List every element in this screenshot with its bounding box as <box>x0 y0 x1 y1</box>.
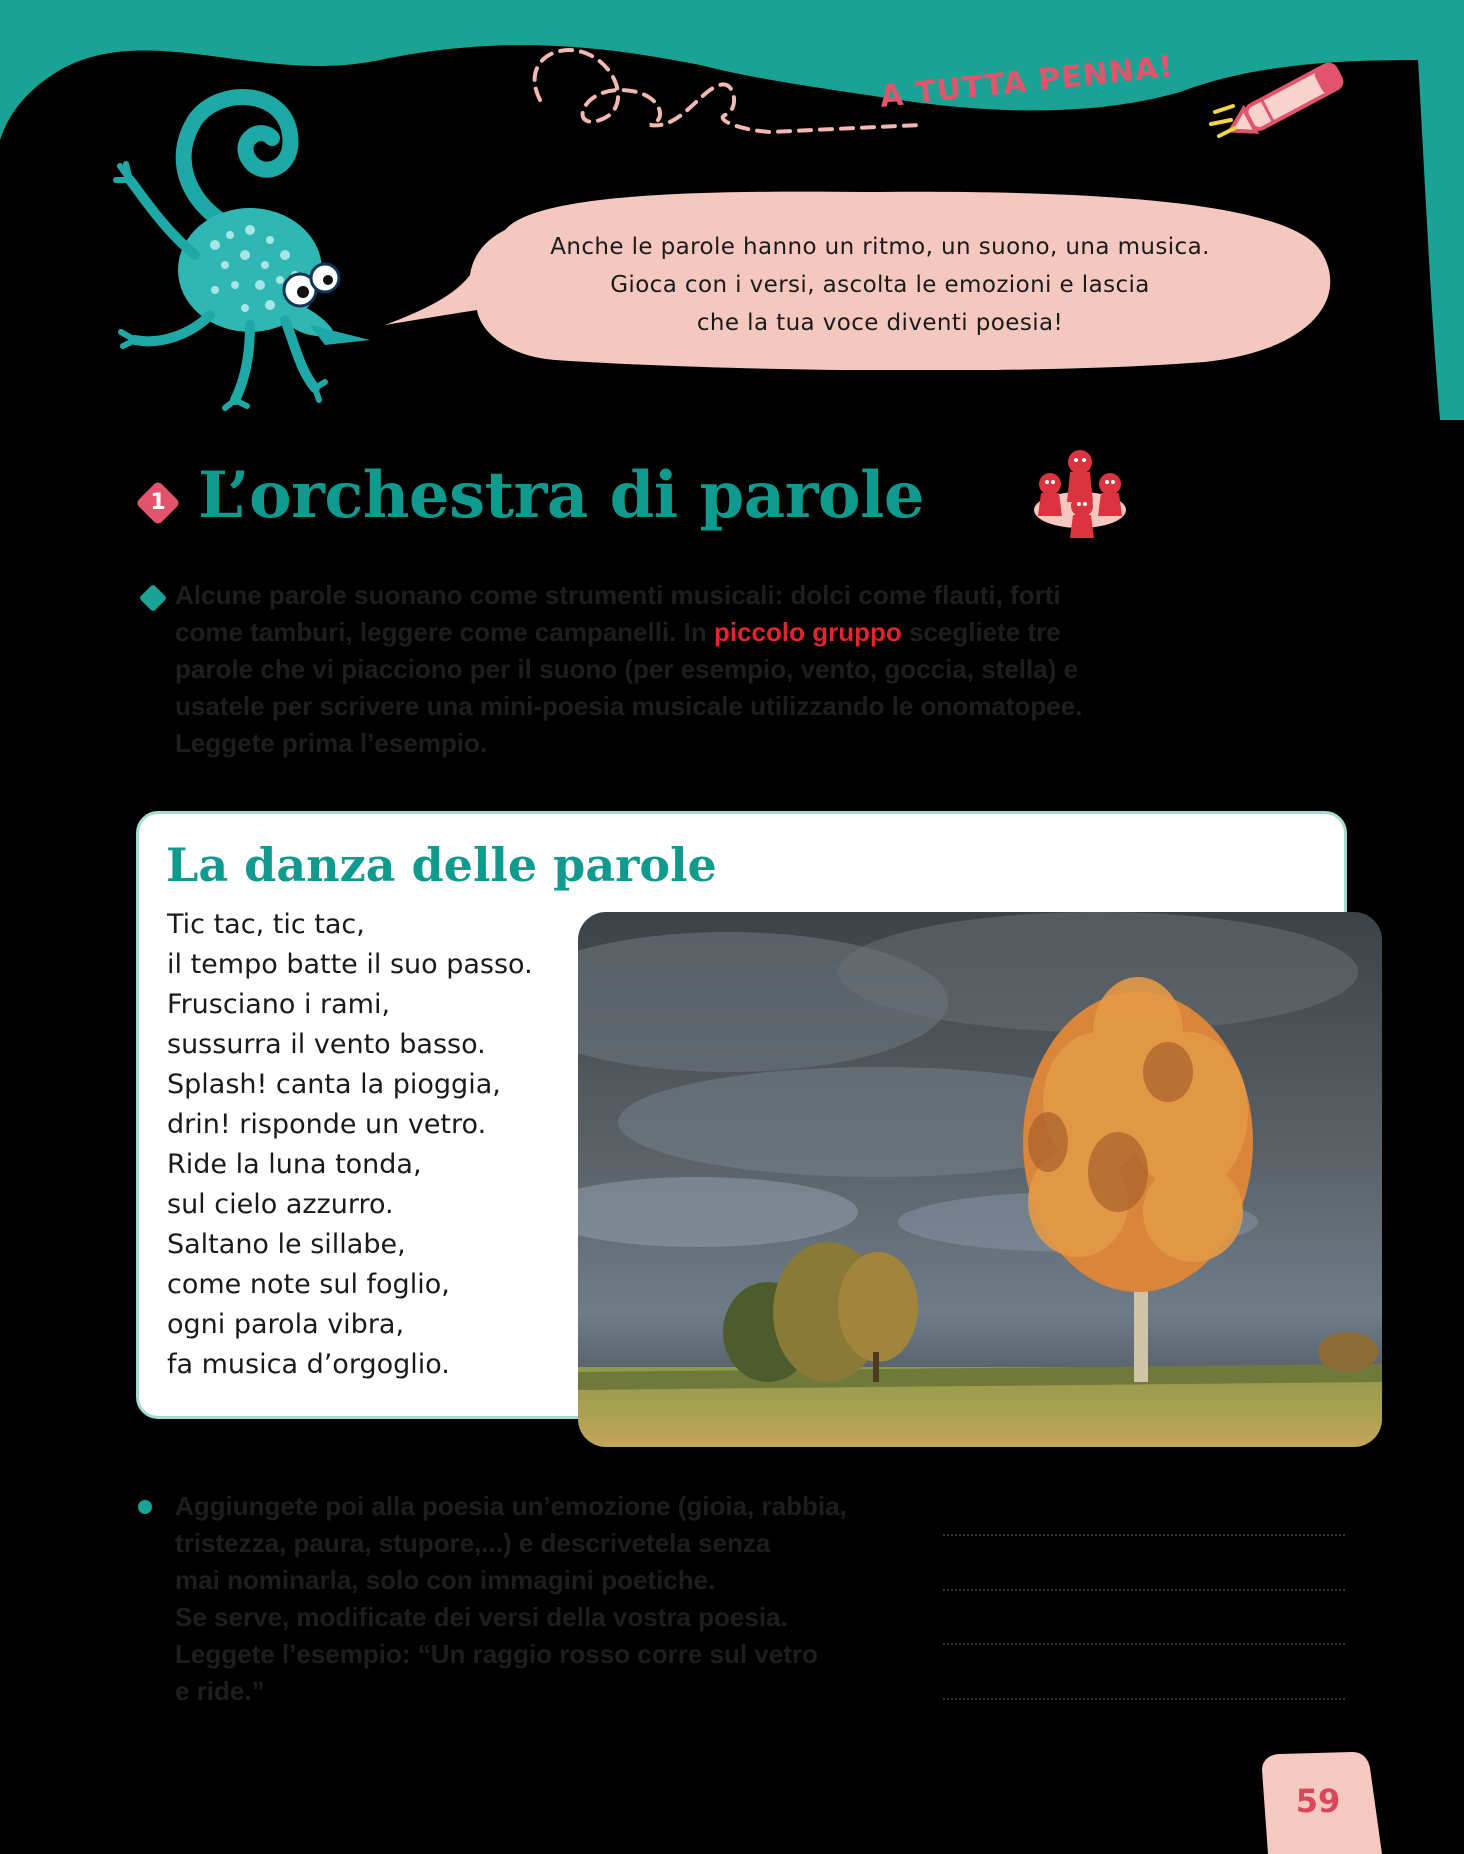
instruction-highlight: piccolo gruppo <box>713 617 902 647</box>
poem-line: sul cielo azzurro. <box>167 1189 394 1220</box>
instruction-line: Aggiungete poi alla poesia un’emozione (gioia, rabbia, <box>175 1491 847 1521</box>
writing-line[interactable] <box>943 1643 1345 1645</box>
small-group-icon <box>1030 440 1130 540</box>
autumn-tree-landscape-photo <box>578 912 1382 1447</box>
poem-title: La danza delle parole <box>166 838 717 892</box>
poem-line: come note sul foglio, <box>167 1269 450 1300</box>
instruction-diamond-icon <box>138 583 168 613</box>
writing-line[interactable] <box>943 1698 1345 1700</box>
instruction-line: mai nominarla, solo con immagini poetiche. <box>175 1565 716 1595</box>
instruction-line: e ride.” <box>175 1676 265 1706</box>
poem-line: fa musica d’orgoglio. <box>167 1349 450 1380</box>
chameleon-mascot-icon <box>110 70 400 420</box>
poem-line: ogni parola vibra, <box>167 1309 405 1340</box>
page-number: 59 <box>1295 1782 1341 1820</box>
instruction-text: Alcune parole suonano come strumenti musicali: dolci come flauti, forti come tamburi, leggere come campanelli. In <box>175 580 1061 647</box>
section-header-title: A TUTTA PENNA! <box>878 49 1176 115</box>
poem-line: Splash! canta la pioggia, <box>167 1069 501 1100</box>
pen-icon <box>1205 50 1375 145</box>
speech-line: Anche le parole hanno un ritmo, un suono, una musica. <box>550 234 1210 260</box>
instruction-line: Se serve, modificate dei versi della vostra poesia. <box>175 1602 788 1632</box>
poem-line: il tempo batte il suo passo. <box>167 949 533 980</box>
poem-text <box>167 905 587 1385</box>
activity-instruction <box>175 577 1095 762</box>
second-instruction <box>175 1488 915 1710</box>
poem-line: sussurra il vento basso. <box>167 1029 486 1060</box>
dashed-trail-decoration <box>520 30 940 140</box>
poem-line: drin! risponde un vetro. <box>167 1109 487 1140</box>
bullet-icon <box>138 1500 152 1514</box>
poem-line: Saltano le sillabe, <box>167 1229 406 1260</box>
poem-line: Tic tac, tic tac, <box>167 909 365 940</box>
instruction-text: scegliete tre parole che vi piacciono per il suono (per esempio, vento, goccia, stella) e usatele per scrivere una mini-poesia musicale utilizzando le onomatopee. Leggete prima l’esempio. <box>175 617 1083 758</box>
poem-line: Frusciano i rami, <box>167 989 391 1020</box>
writing-line[interactable] <box>943 1534 1345 1536</box>
activity-number: 1 <box>150 490 166 515</box>
speech-line: Gioca con i versi, ascolta le emozioni e lascia <box>610 272 1150 298</box>
speech-bubble-text <box>485 228 1275 342</box>
instruction-line: Leggete l’esempio: “Un raggio rosso corre sul vetro <box>175 1639 818 1669</box>
poem-line: Ride la luna tonda, <box>167 1149 422 1180</box>
instruction-line: tristezza, paura, stupore,...) e descrivetela senza <box>175 1528 771 1558</box>
activity-title: L’orchestra di parole <box>198 458 925 533</box>
writing-line[interactable] <box>943 1589 1345 1591</box>
speech-line: che la tua voce diventi poesia! <box>696 310 1064 336</box>
